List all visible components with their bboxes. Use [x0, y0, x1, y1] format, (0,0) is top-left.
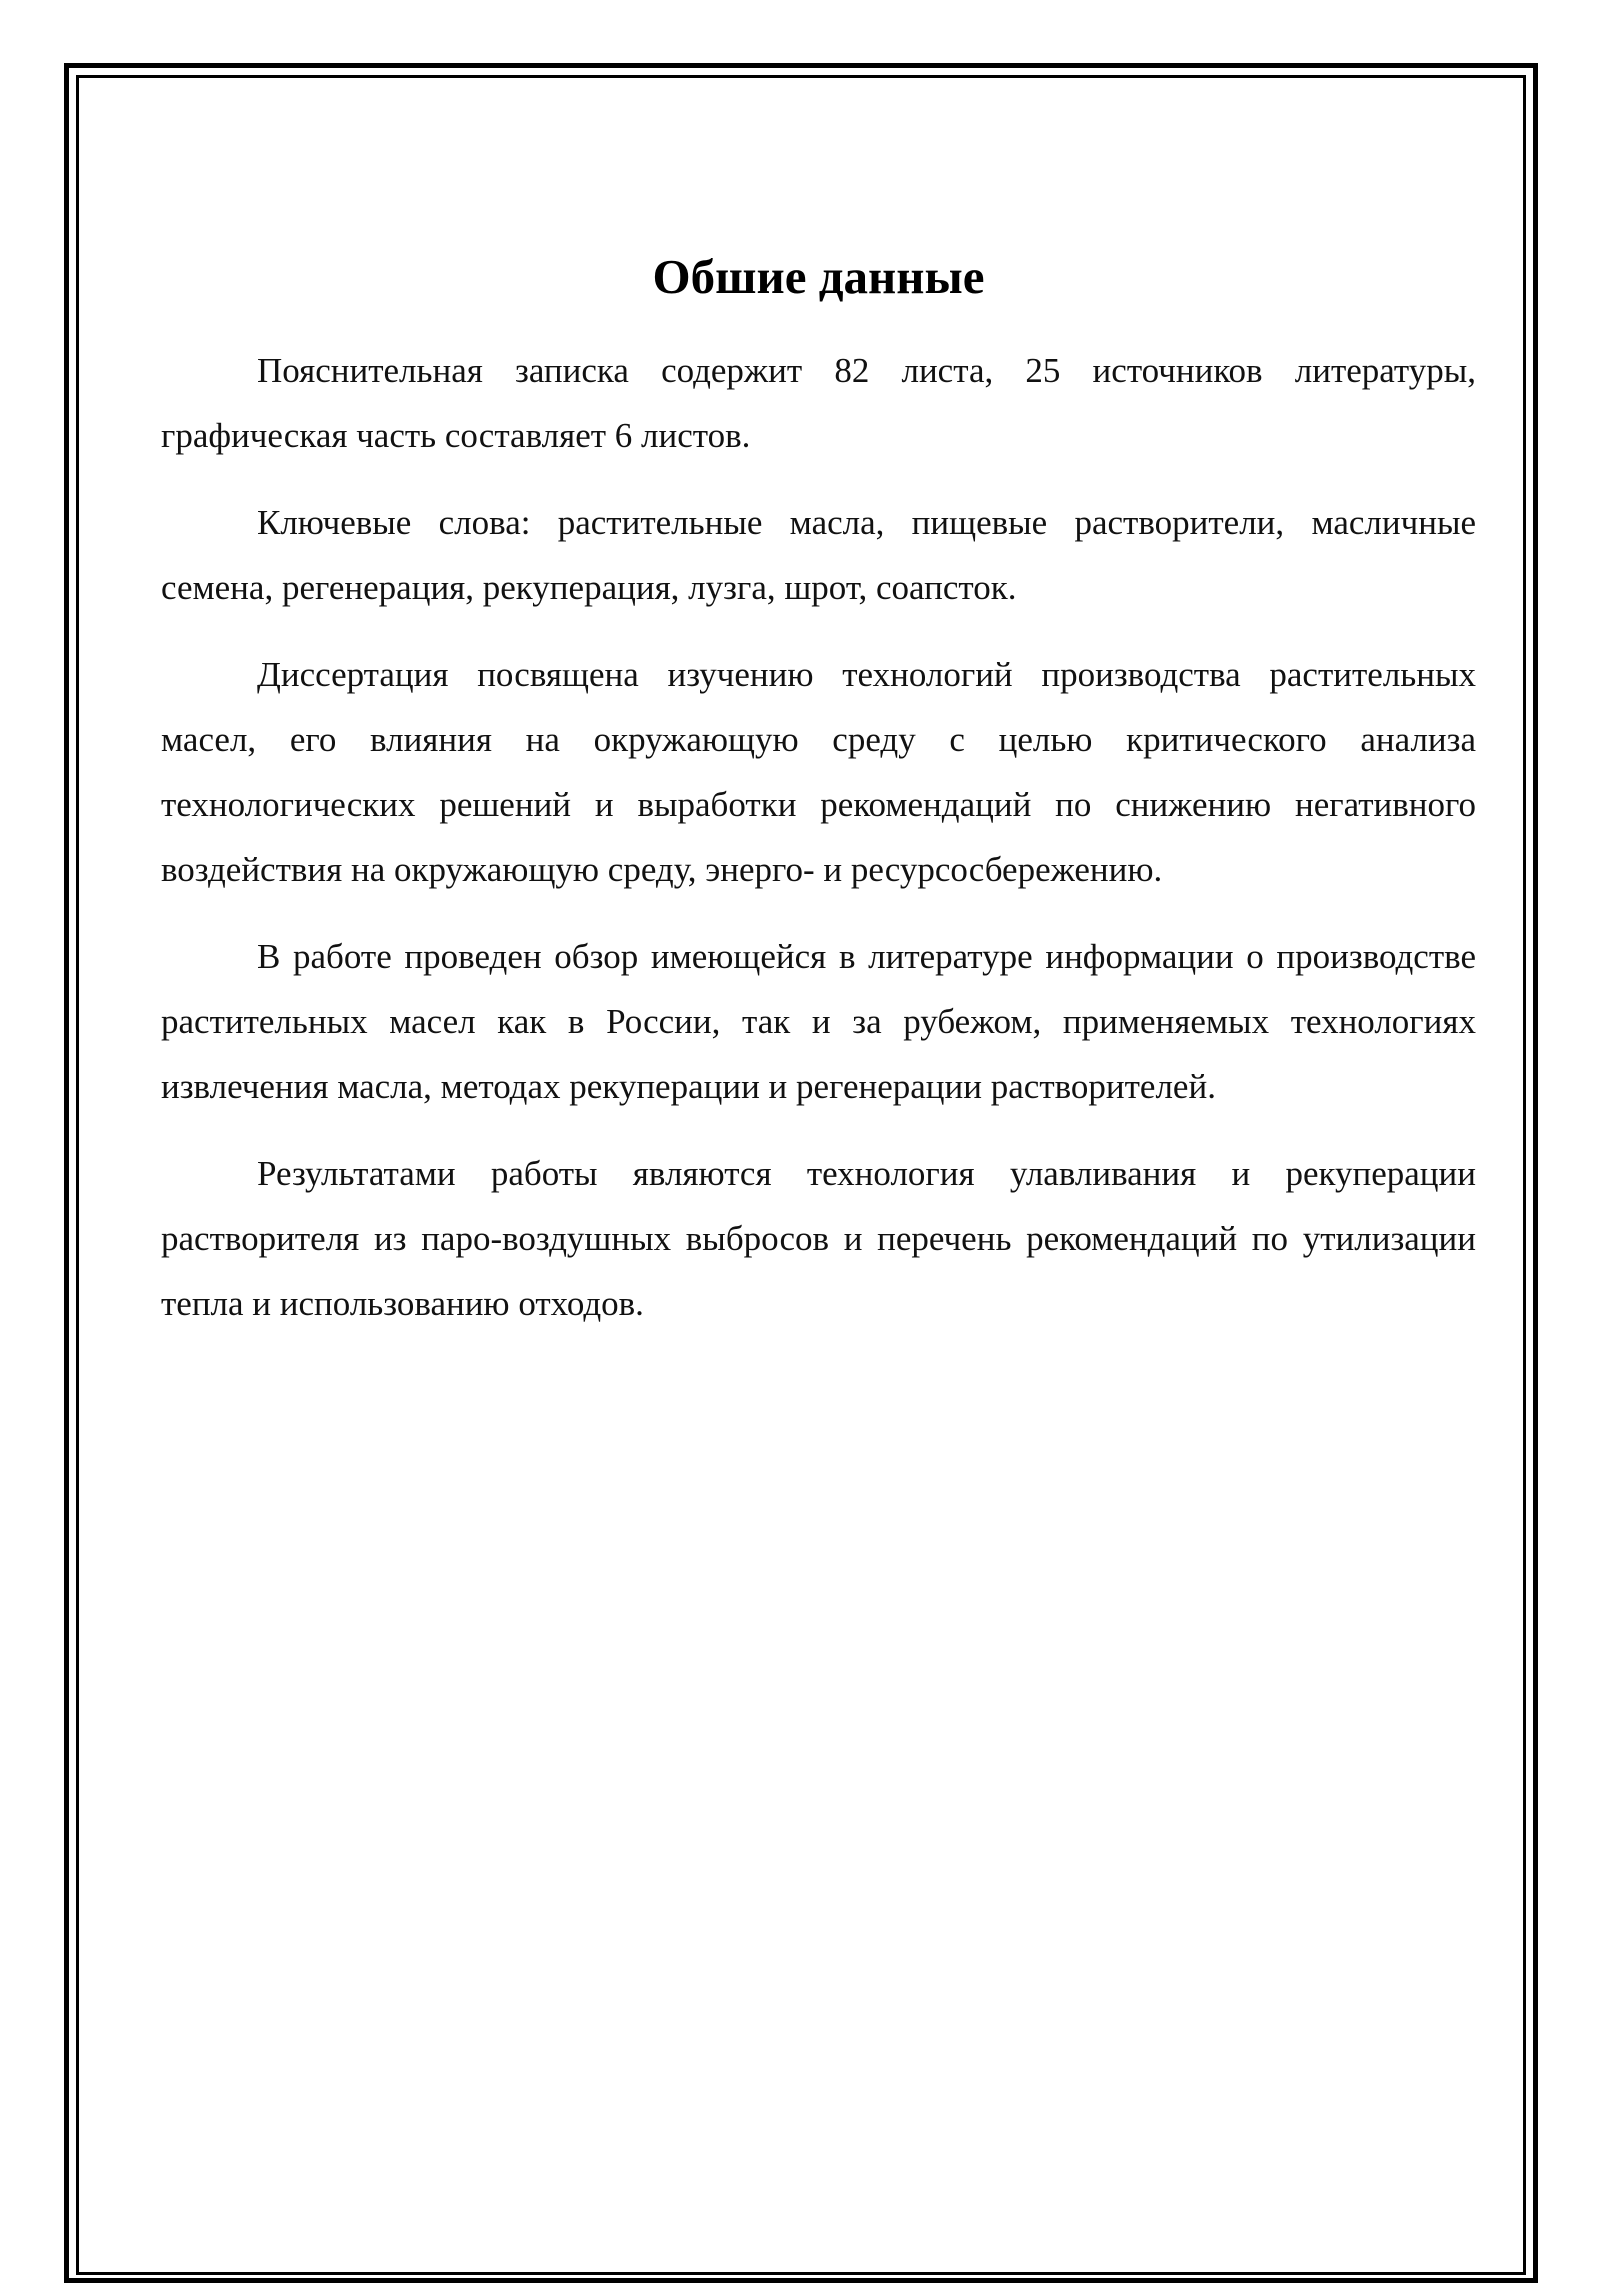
paragraph-summary: Пояснительная записка содержит 82 листа, 25 источников литературы, графическая часть составляет 6 листов. [161, 351, 1476, 455]
document-title: Обшие данные [652, 249, 985, 304]
paragraph-keywords: Ключевые слова: растительные масла, пищевые растворители, масличные семена, регенерация, рекуперация, лузга, шрот, соапсток. [161, 503, 1476, 607]
paragraph-purpose: Диссертация посвящена изучению технологий производства растительных масел, его влияния на окружающую среду с целью критического анализа технологических решений и выработки рекомендаций по снижению негативного воздействия на окружающую среду, энерго- и ресурсосбережению. [161, 655, 1476, 889]
paragraph-review: В работе проведен обзор имеющейся в литературе информации о производстве растительных масел как в России, так и за рубежом, применяемых технологиях извлечения масла, методах рекуперации и регенерации растворителей. [161, 937, 1476, 1106]
document-body [161, 238, 1476, 1358]
paragraph-results: Результатами работы являются технология улавливания и рекуперации растворителя из паро-воздушных выбросов и перечень рекомендаций по утилизации тепла и использованию отходов. [161, 1154, 1476, 1323]
